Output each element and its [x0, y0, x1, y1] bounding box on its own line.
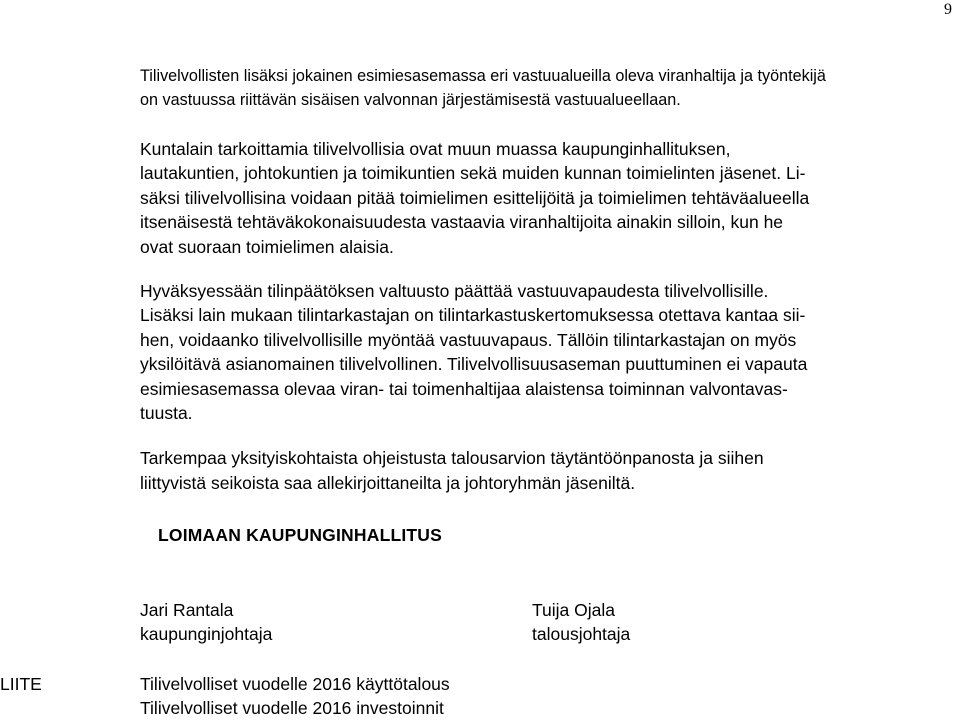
paragraph-line: esimiesasemassa olevaa viran- tai toimenhaltijaa alaistensa toiminnan valvontavas-	[140, 378, 788, 399]
paragraph-responsibility	[140, 64, 930, 112]
signatory-name: Jari Rantala	[140, 600, 234, 620]
paragraph-line: Tarkempaa yksityiskohtaista ohjeistusta talousarvion täytäntöönpanosta ja siihen	[140, 448, 764, 469]
page-number: 9	[944, 1, 952, 18]
paragraph-line: Lisäksi lain mukaan tilintarkastajan on tilintarkastuskertomuksessa otettava kantaa sii-	[140, 305, 806, 326]
paragraph-line: tuusta.	[140, 403, 193, 424]
paragraph-line: yksilöitävä asianomainen tilivelvollinen. Tilivelvollisuusaseman puuttuminen ei vapauta	[140, 354, 808, 375]
attachment-item: Tilivelvolliset vuodelle 2016 käyttötalous	[140, 674, 450, 694]
paragraph-line: liittyvistä seikoista saa allekirjoittaneilta ja johtoryhmän jäseniltä.	[140, 472, 636, 493]
paragraph-line: säksi tilivelvollisina voidaan pitää toimielimen esittelijöitä ja toimielimen tehtäväalueella	[140, 187, 810, 208]
paragraph-line: itsenäisestä tehtäväkokonaisuudesta vastaavia viranhaltijoita ainakin silloin, kun he	[140, 212, 784, 233]
document-body	[140, 64, 930, 495]
paragraph-line: lautakuntien, johtokuntien ja toimikuntien sekä muiden kunnan toimielinten jäsenet. Li-	[140, 163, 806, 184]
attachment-item: Tilivelvolliset vuodelle 2016 investoinnit	[140, 698, 444, 718]
paragraph-accountable-persons	[140, 137, 930, 259]
organization-heading: LOIMAAN KAUPUNGINHALLITUS	[158, 525, 443, 545]
paragraph-line: Tilivelvollisten lisäksi jokainen esimiesasemassa eri vastuualueilla oleva viranhaltija ja työntekijä	[140, 67, 826, 85]
signatory-name: Tuija Ojala	[532, 600, 615, 620]
signatory-title: talousjohtaja	[532, 624, 631, 644]
attachments-list	[140, 672, 450, 720]
paragraph-line: hen, voidaanko tilivelvollisille myöntää vastuuvapaus. Tällöin tilintarkastajan on myös	[140, 329, 797, 350]
paragraph-guidance	[140, 446, 930, 495]
signatory-right	[532, 598, 630, 646]
paragraph-line: Kuntalain tarkoittamia tilivelvollisia ovat muun muassa kaupunginhallituksen,	[140, 139, 731, 159]
paragraph-line: on vastuussa riittävän sisäisen valvonnan järjestämisestä vastuualueellaan.	[140, 91, 681, 109]
paragraph-line: ovat suoraan toimielimen alaisia.	[140, 236, 394, 257]
signatory-title: kaupunginjohtaja	[140, 624, 273, 644]
attachments-label: LIITE	[0, 674, 42, 694]
paragraph-line: Hyväksyessään tilinpäätöksen valtuusto päättää vastuuvapaudesta tilivelvollisille.	[140, 281, 769, 302]
paragraph-discharge	[140, 279, 930, 425]
signatory-left	[140, 598, 272, 646]
